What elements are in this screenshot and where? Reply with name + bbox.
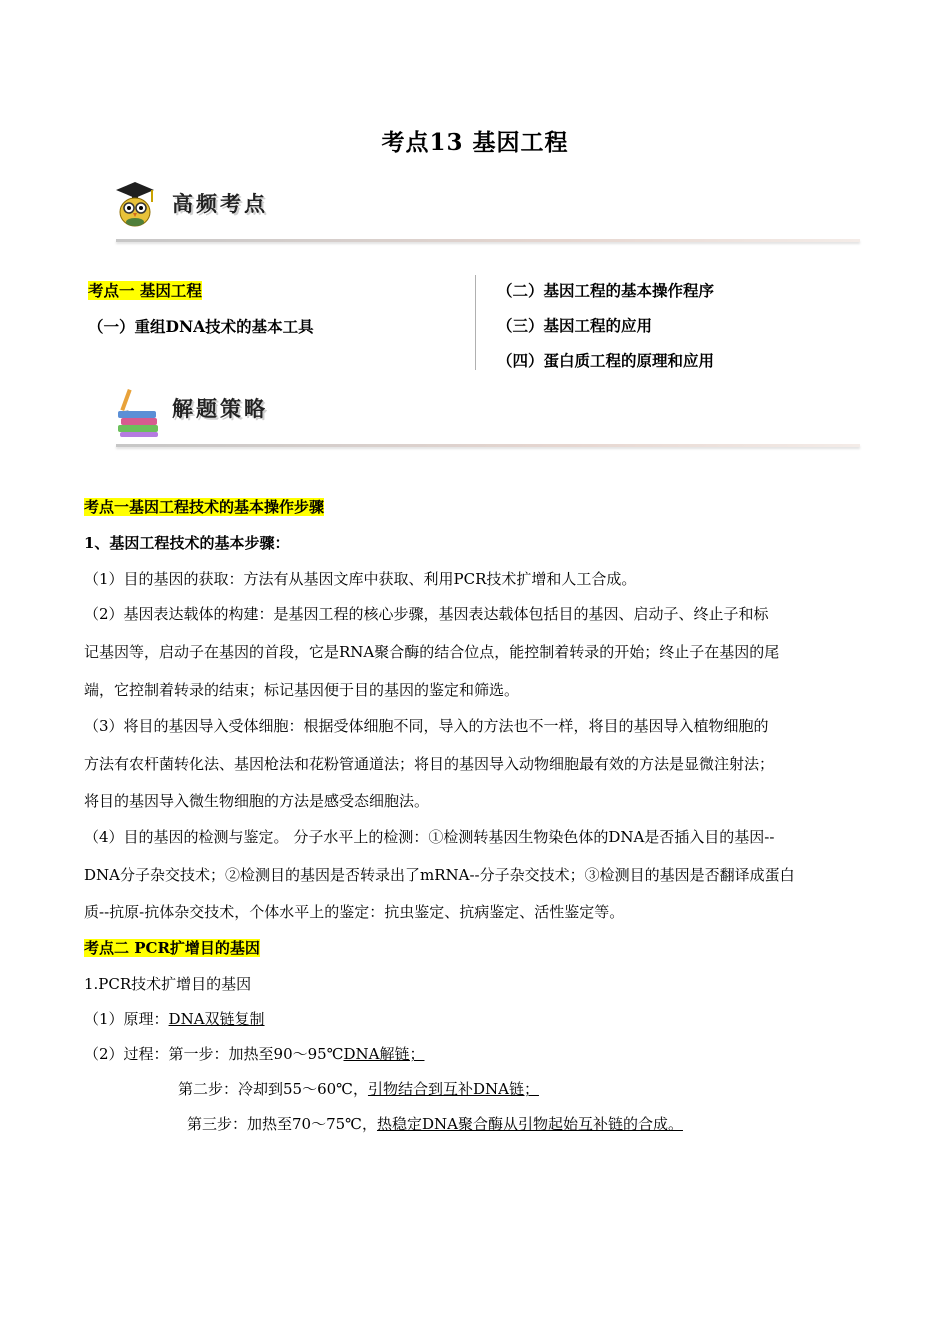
toc-item-procedure: （二）基因工程的基本操作程序 (497, 281, 715, 300)
paragraph-step4-line: （4）目的基因的检测与鉴定。 分子水平上的检测：①检测转基因生物染色体的DNA是否插入目的基因-- (84, 828, 775, 846)
pcr-intro: 1.PCR技术扩增目的基因 (84, 975, 252, 993)
paragraph-step2-line: （2）基因表达载体的构建：是基因工程的核心步骤，基因表达载体包括目的基因、启动子、终止子和标 (84, 605, 769, 623)
banner-heading: 解题策略 (172, 396, 268, 421)
books-pencil-icon (114, 387, 162, 439)
paragraph-step3-line: 方法有农杆菌转化法、基因枪法和花粉管通道法；将目的基因导入动物细胞最有效的方法是显微注射法； (84, 755, 775, 773)
paragraph-step3-line: （3）将目的基因导入受体细胞：根据受体细胞不同，导入的方法也不一样，将目的基因导入植物细胞的 (84, 717, 769, 735)
paragraph-step1: （1）目的基因的获取：方法有从基因文库中获取、利用PCR技术扩增和人工合成。 (84, 570, 637, 588)
paragraph-step3-line: 将目的基因导入微生物细胞的方法是感受态细胞法。 (84, 792, 430, 810)
paragraph-step4-line: 质--抗原-抗体杂交技术，个体水平上的鉴定：抗虫鉴定、抗病鉴定、活性鉴定等。 (84, 903, 625, 921)
pcr-process-step2: 第二步：冷却到55～60℃，引物结合到互补DNA链； (178, 1080, 539, 1098)
page-title: 考点13 基因工程 (381, 129, 569, 156)
pcr-principle: （1）原理：DNA双链复制 (84, 1010, 265, 1028)
paragraph-step2-line: 端，它控制着转录的结束；标记基因便于目的基因的鉴定和筛选。 (84, 681, 520, 699)
paragraph-step2-line: 记基因等，启动子在基因的首段，它是RNA聚合酶的结合位点，能控制着转录的开始；终止子在基因的尾 (84, 643, 780, 661)
pcr-step1-value: DNA解链； (343, 1045, 425, 1063)
banner-underline (116, 444, 860, 447)
banner-underline (116, 239, 860, 242)
toc-item-tools: （一）重组DNA技术的基本工具 (88, 317, 314, 336)
banner-high-frequency (112, 180, 860, 244)
paragraph-step4-line: DNA分子杂交技术；②检测目的基因是否转录出了mRNA--分子杂交技术；③检测目的基因是否翻译成蛋白 (84, 866, 795, 884)
toc-item-topic-one: 考点一 基因工程 (88, 281, 202, 300)
pcr-process-step1: （2）过程：第一步：加热至90～95℃DNA解链； (84, 1045, 425, 1063)
toc-item-protein-engineering: （四）蛋白质工程的原理和应用 (497, 351, 715, 370)
toc-item-application: （三）基因工程的应用 (497, 316, 653, 335)
pcr-process-step3: 第三步：加热至70～75℃，热稳定DNA聚合酶从引物起始互补链的合成。 (187, 1115, 683, 1133)
owl-scholar-icon (112, 180, 158, 228)
banner-heading: 高频考点 (172, 191, 268, 216)
banner-strategy (112, 385, 860, 449)
pcr-step3-value: 热稳定DNA聚合酶从引物起始互补链的合成。 (376, 1115, 683, 1133)
section-heading-pcr: 考点二 PCR扩增目的基因 (84, 939, 260, 957)
pcr-principle-value: DNA双链复制 (168, 1010, 265, 1028)
pcr-step2-value: 引物结合到互补DNA链； (367, 1080, 539, 1098)
toc-divider (475, 275, 476, 370)
section-heading-steps: 考点一基因工程技术的基本操作步骤 (84, 498, 325, 516)
subheading-basic-steps: 1、基因工程技术的基本步骤： (84, 534, 290, 552)
